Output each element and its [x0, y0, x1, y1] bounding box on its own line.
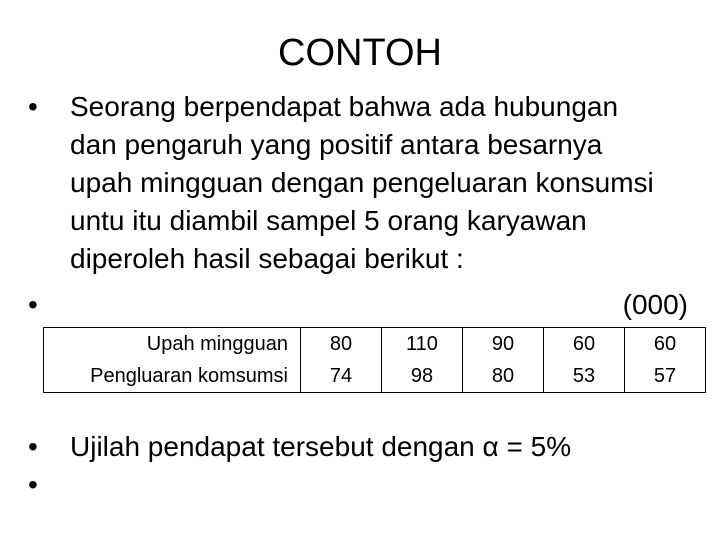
bullet-line: dan pengaruh yang positif antara besarnya: [70, 129, 603, 160]
bullet-line: untu itu diambil sampel 5 orang karyawan: [70, 205, 587, 236]
unit-label: (000): [622, 289, 688, 320]
table-cell: 53: [544, 360, 625, 393]
bullet-dot: •: [28, 91, 38, 122]
slide-title: CONTOH: [278, 32, 442, 74]
table-row: [44, 360, 706, 393]
table-cell: 90: [463, 328, 544, 361]
bullet-dot: •: [28, 469, 38, 500]
bullet-text: [70, 88, 688, 278]
table-cell: 60: [625, 328, 706, 361]
table-cell: 74: [301, 360, 382, 393]
question-text: Ujilah pendapat tersebut dengan α = 5%: [70, 431, 572, 462]
table-cell: 98: [382, 360, 463, 393]
table-cell: 80: [463, 360, 544, 393]
bullet-line: Seorang berpendapat bahwa ada hubungan: [70, 91, 619, 122]
table-cell: 110: [382, 328, 463, 361]
bullet-unit: [28, 286, 688, 324]
bullet-empty: [28, 466, 688, 504]
table-cell: 57: [625, 360, 706, 393]
bullet-dot: •: [28, 289, 38, 320]
bullet-line: upah mingguan dengan pengeluaran konsumsi: [70, 167, 654, 198]
bullet-dot: •: [28, 431, 38, 462]
bullet-question: [28, 428, 688, 466]
row-label: Pengluaran komsumsi: [44, 360, 301, 393]
data-table: [43, 327, 706, 393]
bullet-line: diperoleh hasil sebagai berikut :: [70, 243, 464, 274]
bullet-description: [28, 88, 688, 278]
row-label: Upah mingguan: [44, 328, 301, 361]
table-cell: 60: [544, 328, 625, 361]
table-cell: 80: [301, 328, 382, 361]
table-row: [44, 328, 706, 361]
